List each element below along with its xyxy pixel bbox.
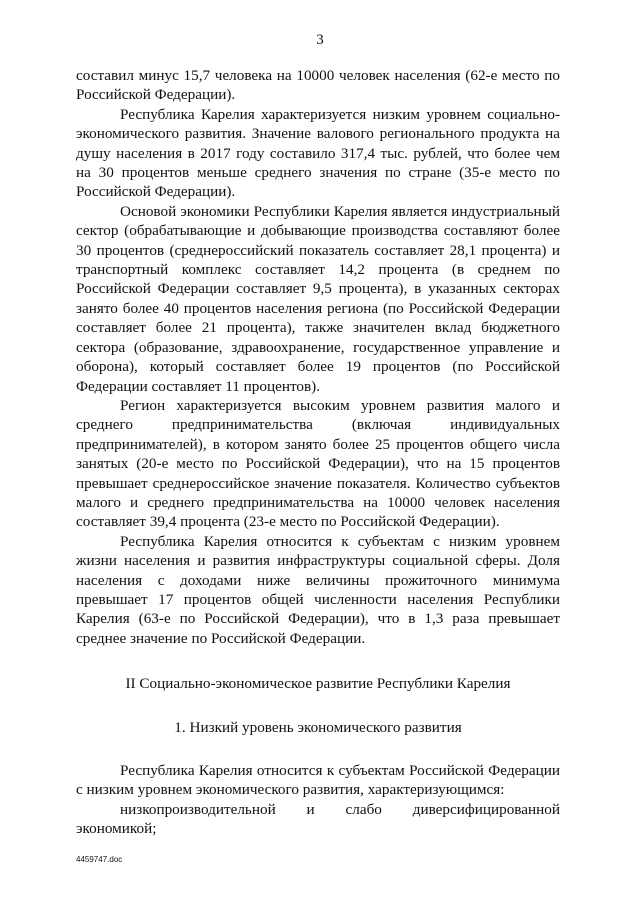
paragraph-development-level: Республика Карелия характеризуется низким уровнем социально-экономического развития. Значение валового регионального продукта на душу населения в 2017 году составило 317,4 тыс. рублей, что более чем на 30 процентов меньше среднего значения по стране (35-е место по Российской Федерации).: [76, 105, 560, 201]
paragraph-continuation: составил минус 15,7 человека на 10000 человек населения (62-е место по Российской Федерации).: [76, 67, 560, 104]
document-body: [76, 66, 560, 839]
list-item-low-productivity: низкопроизводительной и слабо диверсифицированной экономикой;: [76, 800, 560, 838]
subsection-heading: 1. Низкий уровень экономического развития: [174, 718, 462, 736]
paragraph-living-standards: Республика Карелия относится к субъектам с низким уровнем жизни населения и развития инфраструктуры социальной сферы. Доля населения с доходами ниже величины прожиточного минимума превышает 17 процентов общей численности населения Республики Карелия (63-е по Российской Федерации), что в 1,3 раза превышает среднее значение по Российской Федерации.: [76, 532, 560, 647]
footer-document-code: 4459747.doc: [76, 855, 123, 864]
paragraph-low-development: Республика Карелия относится к субъектам Российской Федерации с низким уровнем экономического развития, характеризующимся:: [76, 762, 560, 799]
paragraph-small-business: Регион характеризуется высоким уровнем развития малого и среднего предпринимательства (включая индивидуальных предпринимателей), в котором занято более 25 процентов общего числа занятых (20-е место по Российской Федерации), что на 15 процентов превышает среднероссийское значение показателя. Количество субъектов малого и среднего предпринимательства на 10000 человек населения составляет 39,4 процента (23-е место по Российской Федерации).: [76, 396, 560, 531]
paragraph-economy-basis: Основой экономики Республики Карелия является индустриальный сектор (обрабатывающие и добывающие производства составляют более 30 процентов (среднероссийский показатель составляет 28,1 процента) и транспортный комплекс составляет 14,2 процента (в среднем по Российской Федерации составляет 9,5 процента), в указанных секторах занято более 40 процентов населения региона (по Российской Федерации составляет более 21 процента), также значителен вклад бюджетного сектора (образование, здравоохранение, государственное управление и оборона), который составляет более 19 процентов (по Российской Федерации составляет 11 процентов).: [76, 202, 560, 395]
page-number: 3: [316, 32, 324, 48]
section-heading: II Социально-экономическое развитие Республики Карелия: [125, 675, 511, 693]
